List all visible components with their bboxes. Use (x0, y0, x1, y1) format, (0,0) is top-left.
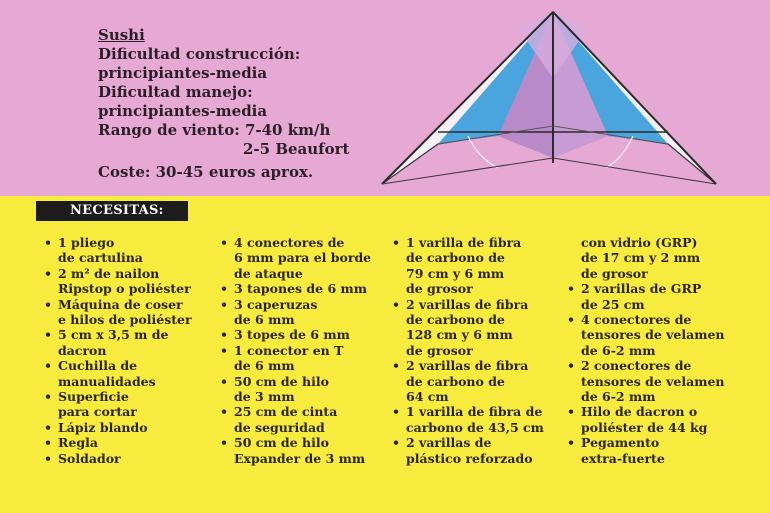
materials-item-line: • Máquina de coser (58, 296, 183, 312)
materials-item-line: de carbono de (406, 250, 505, 266)
materials-item-line: • 2 conectores de (581, 358, 692, 374)
materials-item-line: carbono de 43,5 cm (406, 419, 544, 435)
materials-list-item (42, 451, 192, 466)
materials-item-line: • 1 varilla de fibra (406, 235, 522, 250)
materials-list-item (42, 435, 192, 450)
materials-list-item (42, 266, 192, 297)
materials-item-line: • 50 cm de hilo (234, 373, 329, 389)
kite-name: Sushi (98, 26, 145, 44)
materials-list-item (42, 358, 192, 389)
materials-item-line: • Superficie (58, 389, 129, 405)
materials-item-line: de grosor (406, 342, 473, 358)
materials-list-item (218, 343, 371, 374)
materials-item-line: de 6-2 mm (581, 342, 656, 358)
materials-item-line: tensores de velamen (581, 373, 725, 389)
materials-item-line: • 25 cm de cinta (234, 404, 338, 420)
materials-list-item (218, 327, 371, 342)
materials-item-line: extra-fuerte (581, 450, 665, 466)
materials-item-line: dacron (58, 342, 107, 358)
materials-item-line: 79 cm y 6 mm (406, 265, 505, 281)
materials-item-line: • Pegamento (581, 435, 660, 451)
materials-item-line: • 3 topes de 6 mm (234, 327, 350, 343)
materials-item-line: • 2 varillas de fibra (406, 358, 529, 374)
materials-list-item (218, 435, 371, 466)
materials-item-line: • 3 caperuzas (234, 296, 318, 312)
materials-list-item (390, 235, 544, 297)
wind-range-beaufort: 2-5 Beaufort (243, 140, 350, 158)
kite-info-block (98, 26, 349, 182)
materials-item-line: • 2 varillas de fibra (406, 296, 529, 312)
materials-list-item (390, 435, 544, 466)
materials-item-line: • 4 conectores de (234, 235, 345, 250)
materials-item-line: de grosor (406, 281, 473, 297)
materials-item-line: de 3 mm (234, 389, 295, 405)
materials-list-item (565, 312, 725, 358)
materials-list-item (565, 435, 725, 466)
materials-list-item (565, 358, 725, 404)
materials-list-item (218, 374, 371, 405)
materials-item-line: de seguridad (234, 419, 325, 435)
materials-item-line: • 5 cm x 3,5 m de (58, 327, 169, 343)
build-difficulty-value: principiantes-media (98, 64, 268, 82)
build-difficulty-label: Dificultad construcción: (98, 45, 301, 63)
materials-item-line: manualidades (58, 373, 156, 389)
materials-item-line: • 2 varillas de (406, 435, 492, 451)
materials-item-line: • 1 varilla de fibra de (406, 404, 543, 420)
materials-list-item (390, 358, 544, 404)
stunt-kite-illustration (378, 8, 722, 190)
materials-item-line: de cartulina (58, 250, 143, 266)
materials-column-4 (565, 235, 725, 466)
materials-list-item (565, 235, 725, 281)
materials-item-line: 128 cm y 6 mm (406, 327, 513, 343)
materials-item-line: e hilos de poliéster (58, 312, 192, 328)
materials-list-item (390, 297, 544, 359)
materials-item-line: • Hilo de dacron o (581, 404, 698, 420)
materials-list-item (218, 297, 371, 328)
materials-item-line: • Regla (58, 435, 98, 451)
materials-item-line: • 50 cm de hilo (234, 435, 329, 451)
materials-item-line: de carbono de (406, 373, 505, 389)
materials-item-line: de grosor (581, 265, 648, 281)
materials-list-item (42, 420, 192, 435)
materials-item-line: • 2 varillas de GRP (581, 281, 702, 297)
flying-difficulty-label: Dificultad manejo: (98, 83, 253, 101)
materials-item-line: • 1 pliego (58, 235, 115, 250)
materials-list-item (42, 235, 192, 266)
materials-item-line: • 1 conector en T (234, 342, 344, 358)
materials-item-line: de ataque (234, 265, 303, 281)
materials-column-1 (42, 235, 192, 466)
materials-list-item (565, 281, 725, 312)
materials-item-line: poliéster de 44 kg (581, 419, 708, 435)
materials-list-item (390, 404, 544, 435)
materials-item-line: • Lápiz blando (58, 419, 148, 435)
materials-item-line: Expander de 3 mm (234, 450, 366, 466)
materials-list-item (42, 327, 192, 358)
materials-item-line: • 2 m² de nailon (58, 265, 160, 281)
materials-item-line: Ripstop o poliéster (58, 281, 191, 297)
materials-column-2 (218, 235, 371, 466)
materials-item-line: • 4 conectores de (581, 312, 692, 328)
materials-column-3 (390, 235, 544, 466)
materials-heading: NECESITAS: (36, 201, 188, 221)
materials-list-item (218, 281, 371, 296)
materials-item-line: tensores de velamen (581, 327, 725, 343)
materials-item-line: de 17 cm y 2 mm (581, 250, 701, 266)
flying-difficulty-value: principiantes-media (98, 102, 268, 120)
materials-list-item (218, 235, 371, 281)
materials-list-item (565, 404, 725, 435)
materials-item-line: con vidrio (GRP) (581, 235, 698, 250)
materials-item-line: de carbono de (406, 312, 505, 328)
materials-item-line: de 6 mm (234, 312, 295, 328)
materials-item-line: 6 mm para el borde (234, 250, 372, 266)
materials-list-item (42, 389, 192, 420)
materials-item-line: para cortar (58, 404, 137, 420)
wind-range: Rango de viento: 7-40 km/h (98, 121, 331, 139)
materials-item-line: de 25 cm (581, 296, 645, 312)
cost: Coste: 30-45 euros aprox. (98, 163, 314, 181)
materials-list-item (218, 404, 371, 435)
materials-list-item (42, 297, 192, 328)
materials-item-line: • 3 tapones de 6 mm (234, 281, 367, 297)
materials-item-line: de 6-2 mm (581, 389, 656, 405)
materials-item-line: de 6 mm (234, 358, 295, 374)
materials-item-line: 64 cm (406, 389, 449, 405)
materials-item-line: • Soldador (58, 450, 121, 466)
materials-item-line: plástico reforzado (406, 450, 533, 466)
materials-item-line: • Cuchilla de (58, 358, 138, 374)
